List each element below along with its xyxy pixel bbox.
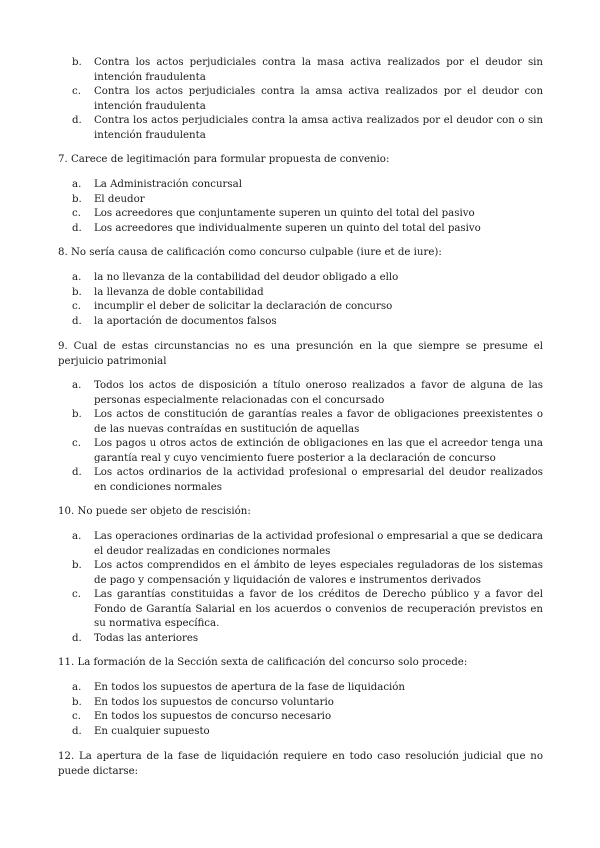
question-11-options bbox=[58, 681, 543, 739]
question-8-options bbox=[58, 271, 543, 329]
option-c bbox=[58, 437, 543, 466]
question-7-options bbox=[58, 178, 543, 236]
option-text: Contra los actos perjudiciales contra la masa activa realizados por el deudor sin intención fraudulenta bbox=[94, 57, 543, 83]
option-a bbox=[58, 379, 543, 408]
option-list bbox=[58, 178, 543, 236]
option-text: Los acreedores que individualmente superen un quinto del total del pasivo bbox=[94, 222, 481, 234]
question-text: 7. Carece de legitimación para formular propuesta de convenio: bbox=[58, 154, 390, 165]
option-label: b. bbox=[72, 409, 82, 420]
option-c bbox=[58, 300, 543, 315]
option-text: la aportación de documentos falsos bbox=[94, 315, 277, 327]
option-list bbox=[58, 271, 543, 329]
option-label: a. bbox=[72, 531, 82, 542]
option-label: b. bbox=[72, 57, 82, 68]
option-label: c. bbox=[72, 86, 81, 97]
option-text: la no llevanza de la contabilidad del deudor obligado a ello bbox=[94, 272, 399, 283]
option-label: d. bbox=[72, 315, 82, 327]
question-9 bbox=[58, 340, 543, 369]
question-12 bbox=[58, 750, 543, 779]
option-text: Los actos ordinarios de la actividad profesional o empresarial del deudor realizados en condiciones normales bbox=[94, 467, 543, 493]
question-11 bbox=[58, 656, 543, 671]
option-c bbox=[58, 588, 543, 632]
option-list bbox=[58, 681, 543, 739]
option-text: La Administración concursal bbox=[94, 179, 242, 190]
option-text: Los acreedores que conjuntamente superen un quinto del total del pasivo bbox=[94, 208, 475, 219]
option-label: c. bbox=[72, 301, 81, 312]
option-text: En todos los supuestos de apertura de la fase de liquidación bbox=[94, 682, 405, 693]
question-10-options bbox=[58, 530, 543, 646]
option-label: c. bbox=[72, 208, 81, 219]
option-b bbox=[58, 696, 543, 711]
option-a bbox=[58, 271, 543, 286]
option-label: a. bbox=[72, 272, 82, 283]
option-c bbox=[58, 710, 543, 725]
question-text: 12. La apertura de la fase de liquidación requiere en todo caso resolución judicial que no puede dictarse: bbox=[58, 751, 543, 777]
option-label: b. bbox=[72, 193, 82, 205]
option-label: a. bbox=[72, 179, 82, 190]
option-text: En todos los supuestos de concurso necesario bbox=[94, 711, 332, 722]
option-d bbox=[58, 114, 543, 143]
question-10 bbox=[58, 505, 543, 520]
option-text: Todas las anteriores bbox=[94, 632, 199, 644]
option-label: d. bbox=[72, 632, 82, 644]
option-list bbox=[58, 530, 543, 646]
option-label: d. bbox=[72, 725, 82, 737]
option-text: Las operaciones ordinarias de la actividad profesional o empresarial a que se dedicara el deudor realizadas en condiciones normales bbox=[94, 531, 543, 557]
option-text: Todos los actos de disposición a título oneroso realizados a favor de alguna de las personas especialmente relacionadas con el concursado bbox=[94, 380, 543, 406]
option-label: c. bbox=[72, 711, 81, 722]
option-d bbox=[58, 315, 543, 330]
option-b bbox=[58, 559, 543, 588]
question-text: 10. No puede ser objeto de rescisión: bbox=[58, 506, 251, 517]
option-text: la llevanza de doble contabilidad bbox=[94, 286, 264, 298]
option-label: a. bbox=[72, 682, 82, 693]
option-c bbox=[58, 207, 543, 222]
question-7 bbox=[58, 153, 543, 168]
option-list bbox=[58, 379, 543, 495]
option-a bbox=[58, 681, 543, 696]
option-b bbox=[58, 56, 543, 85]
option-d bbox=[58, 725, 543, 740]
option-b bbox=[58, 408, 543, 437]
option-label: a. bbox=[72, 380, 82, 391]
question-6-continued bbox=[58, 56, 543, 143]
option-label: d. bbox=[72, 115, 82, 126]
option-a bbox=[58, 530, 543, 559]
option-text: En cualquier supuesto bbox=[94, 725, 210, 737]
option-label: c. bbox=[72, 438, 81, 449]
option-label: d. bbox=[72, 222, 82, 234]
option-text: Contra los actos perjudiciales contra la amsa activa realizados por el deudor con o sin intención fraudulenta bbox=[94, 115, 543, 141]
option-label: b. bbox=[72, 286, 82, 298]
option-c bbox=[58, 85, 543, 114]
option-d bbox=[58, 222, 543, 237]
option-text: Los actos comprendidos en el ámbito de leyes especiales reguladoras de los sistemas de pago y compensación y liquidación de valores e instrumentos derivados bbox=[94, 560, 543, 586]
option-text: incumplir el deber de solicitar la declaración de concurso bbox=[94, 301, 393, 312]
question-8 bbox=[58, 246, 543, 261]
option-label: b. bbox=[72, 560, 82, 571]
question-9-options bbox=[58, 379, 543, 495]
option-label: b. bbox=[72, 696, 82, 708]
option-label: d. bbox=[72, 467, 82, 478]
option-list bbox=[58, 56, 543, 143]
option-text: Los pagos u otros actos de extinción de obligaciones en las que el acreedor tenga una garantía real y cuyo vencimiento fuere posterior a la declaración de concurso bbox=[94, 438, 543, 464]
option-b bbox=[58, 286, 543, 301]
option-b bbox=[58, 193, 543, 208]
option-d bbox=[58, 632, 543, 647]
option-text: Las garantías constituidas a favor de los créditos de Derecho público y a favor del Fondo de Garantía Salarial en los acuerdos o convenios de recuperación previstos en su normativa específica. bbox=[94, 589, 543, 629]
question-text: 8. No sería causa de calificación como concurso culpable (iure et de iure): bbox=[58, 247, 442, 258]
option-a bbox=[58, 178, 543, 193]
option-text: Los actos de constitución de garantías reales a favor de obligaciones preexistentes o de las nuevas contraídas en sustitución de aquellas bbox=[94, 409, 543, 435]
question-text: 11. La formación de la Sección sexta de calificación del concurso solo procede: bbox=[58, 657, 468, 668]
option-text: En todos los supuestos de concurso voluntario bbox=[94, 696, 334, 708]
option-text: Contra los actos perjudiciales contra la amsa activa realizados por el deudor con intención fraudulenta bbox=[94, 86, 543, 112]
question-text: 9. Cual de estas circunstancias no es una presunción en la que siempre se presume el perjuicio patrimonial bbox=[58, 341, 543, 367]
option-text: El deudor bbox=[94, 193, 145, 205]
option-d bbox=[58, 466, 543, 495]
option-label: c. bbox=[72, 589, 81, 600]
